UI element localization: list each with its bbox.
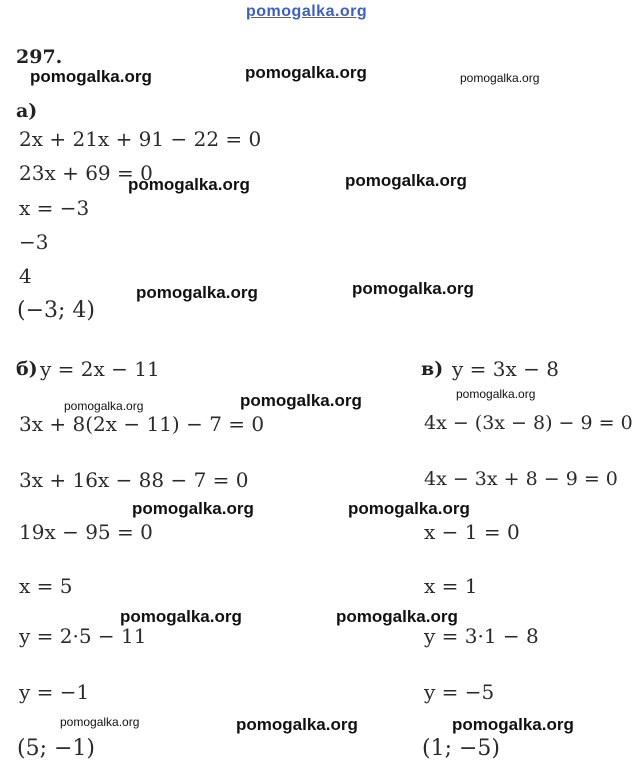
part-v-label: в) <box>421 358 444 380</box>
part-b-line-1: 3x + 8(2x − 11) − 7 = 0 <box>19 412 265 436</box>
part-b-line-5: y = 2·5 − 11 <box>19 624 147 648</box>
header-site-link[interactable]: pomogalka.org <box>246 3 368 20</box>
watermark: pomogalka.org <box>345 171 467 190</box>
part-v-equation: y = 3x − 8 <box>452 357 559 381</box>
part-v-line-2: 4x − 3x + 8 − 9 = 0 <box>424 468 618 490</box>
watermark: pomogalka.org <box>240 391 362 410</box>
watermark: pomogalka.org <box>352 279 474 298</box>
part-a-answer: (−3; 4) <box>17 298 95 323</box>
part-a-line-5: 4 <box>19 264 32 288</box>
watermark: pomogalka.org <box>460 71 540 85</box>
watermark: pomogalka.org <box>30 67 152 86</box>
watermark: pomogalka.org <box>136 283 258 302</box>
watermark: pomogalka.org <box>245 63 367 82</box>
watermark: pomogalka.org <box>64 399 144 413</box>
watermark: pomogalka.org <box>336 607 458 626</box>
watermark: pomogalka.org <box>348 499 470 518</box>
part-v-line-4: x = 1 <box>424 574 478 598</box>
part-a-line-3: x = −3 <box>19 196 90 220</box>
part-b-label: б) <box>16 358 38 380</box>
part-v-line-1: 4x − (3x − 8) − 9 = 0 <box>424 412 633 434</box>
part-a-line-4: −3 <box>19 230 49 254</box>
watermark: pomogalka.org <box>132 499 254 518</box>
watermark: pomogalka.org <box>452 715 574 734</box>
watermark: pomogalka.org <box>128 175 250 194</box>
watermark: pomogalka.org <box>60 715 140 729</box>
part-v-line-3: x − 1 = 0 <box>424 520 520 544</box>
part-b-line-3: 19x − 95 = 0 <box>19 520 153 544</box>
part-b-line-6: y = −1 <box>19 680 90 704</box>
watermark: pomogalka.org <box>456 387 536 401</box>
part-b-answer: (5; −1) <box>17 736 95 761</box>
problem-number: 297. <box>16 46 63 68</box>
part-v-answer: (1; −5) <box>422 736 500 761</box>
part-v-line-6: y = −5 <box>424 680 495 704</box>
part-a-line-2: 23x + 69 = 0 <box>19 161 153 185</box>
part-b-line-4: x = 5 <box>19 574 73 598</box>
part-b-equation: y = 2x − 11 <box>40 357 160 381</box>
part-b-line-2: 3x + 16x − 88 − 7 = 0 <box>19 468 249 492</box>
part-a-line-1: 2x + 21x + 91 − 22 = 0 <box>19 127 262 151</box>
part-v-line-5: y = 3·1 − 8 <box>424 624 539 648</box>
watermark: pomogalka.org <box>120 607 242 626</box>
watermark: pomogalka.org <box>236 715 358 734</box>
part-a-label: а) <box>16 100 38 122</box>
